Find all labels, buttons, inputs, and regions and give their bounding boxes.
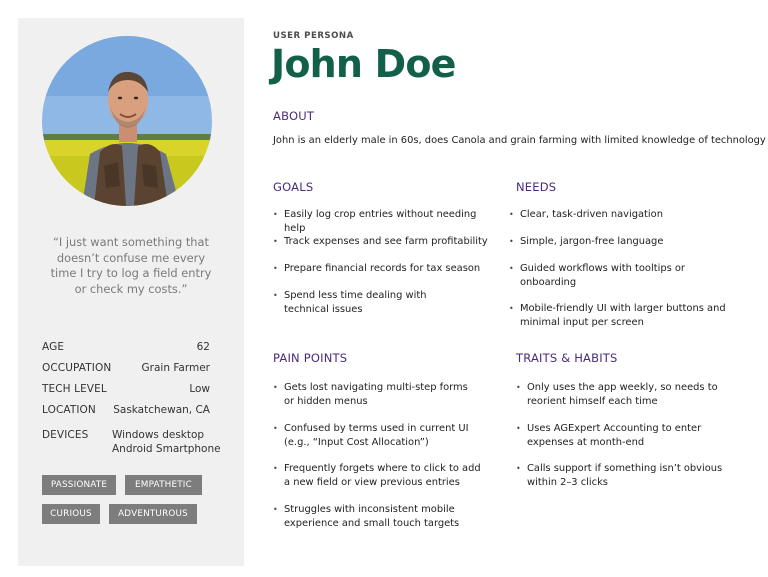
list-item: • Simple, jargon-free language [509, 235, 729, 249]
fact-tech-level [42, 382, 210, 396]
list-item: • Spend less time dealing with technical issues [273, 289, 473, 316]
tag-curious: CURIOUS [42, 504, 100, 524]
fact-key: TECH LEVEL [42, 383, 107, 395]
fact-location [42, 403, 210, 417]
about-text: John is an elderly male in 60s, does Canola and grain farming with limited knowledge of technology [273, 135, 766, 146]
traits-title: TRAITS & HABITS [516, 351, 618, 365]
list-item: • Frequently forgets where to click to add a new field or view previous entries [273, 462, 488, 489]
fact-age [42, 340, 210, 354]
persona-photo [42, 36, 212, 206]
list-item: • Uses AGExpert Accounting to enter expenses at month-end [516, 422, 711, 449]
tag-passionate: PASSIONATE [42, 475, 116, 495]
list-item: • Track expenses and see farm profitability [273, 235, 493, 249]
list-item: • Prepare financial records for tax season [273, 262, 493, 276]
fact-value [112, 428, 221, 456]
tag-adventurous: ADVENTUROUS [109, 504, 197, 524]
fact-key: AGE [42, 341, 65, 353]
persona-sidebar [18, 18, 244, 566]
fact-value: Low [189, 383, 210, 395]
tag-empathetic: EMPATHETIC [125, 475, 202, 495]
needs-title: NEEDS [516, 180, 557, 194]
device-item: Windows desktop [112, 429, 205, 441]
fact-key: DEVICES [42, 429, 89, 441]
fact-value: 62 [196, 341, 210, 353]
list-item: • Calls support if something isn’t obvious within 2–3 clicks [516, 462, 726, 489]
list-item: • Struggles with inconsistent mobile experience and small touch targets [273, 503, 463, 530]
persona-quote: “I just want something that doesn’t confuse me every time I try to log a field entry or check my costs.” [50, 235, 212, 296]
list-item: • Clear, task-driven navigation [509, 208, 729, 222]
list-item: • Only uses the app weekly, so needs to reorient himself each time [516, 381, 721, 408]
list-item: • Gets lost navigating multi-step forms or hidden menus [273, 381, 478, 408]
about-title: ABOUT [273, 109, 315, 123]
list-item: • Easily log crop entries without needing help [273, 208, 493, 235]
fact-value: Grain Farmer [141, 362, 210, 374]
list-item: • Mobile-friendly UI with larger buttons and minimal input per screen [509, 302, 733, 329]
persona-name: John Doe [271, 42, 456, 86]
persona-label: USER PERSONA [273, 31, 354, 41]
device-item: Android Smartphone [112, 443, 221, 455]
fact-value: Saskatchewan, CA [113, 404, 210, 416]
list-item: • Guided workflows with tooltips or onboarding [509, 262, 699, 289]
pain-points-title: PAIN POINTS [273, 351, 348, 365]
fact-occupation [42, 361, 210, 375]
fact-key: OCCUPATION [42, 362, 112, 374]
goals-title: GOALS [273, 180, 314, 194]
list-item: • Confused by terms used in current UI (e.g., “Input Cost Allocation”) [273, 422, 488, 449]
fact-key: LOCATION [42, 404, 96, 416]
fact-devices [42, 428, 221, 455]
